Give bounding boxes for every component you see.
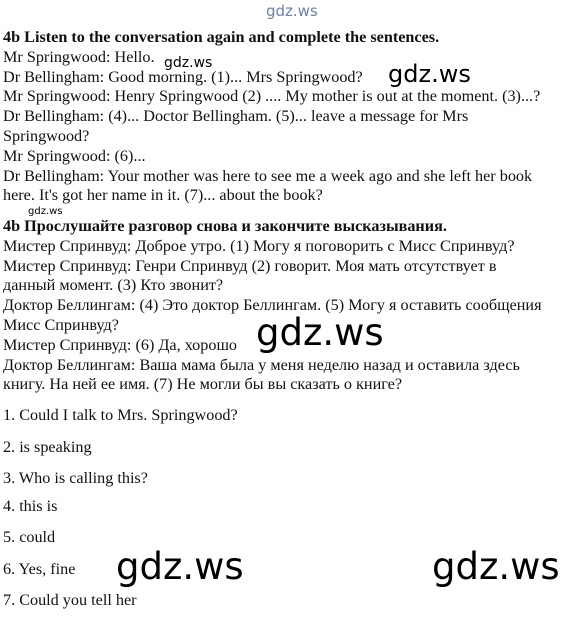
exercise-en: [3, 28, 579, 206]
watermark-top: gdz.ws: [266, 2, 318, 20]
watermark-bottom-right: gdz.ws: [432, 545, 560, 588]
watermark-big: gdz.ws: [388, 60, 471, 88]
exercise-en-heading: 4b Listen to the conversation again and complete the sentences.: [3, 28, 440, 46]
dialogue-line: Доктор Беллингам: (4) Это доктор Беллингам. (5) Могу я оставить сообщения: [3, 296, 542, 315]
answer-item: 5. could: [3, 528, 56, 546]
exercise-ru-heading: 4b Прослушайте разговор снова и закончите высказывания.: [3, 217, 447, 235]
answer-item: 1. Could I talk to Mrs. Springwood?: [3, 406, 238, 424]
dialogue-line: Mr Springwood: Henry Springwood (2) .... My mother is out at the moment. (3)...?: [3, 87, 541, 106]
dialogue-line: Dr Bellingham: (4)... Doctor Bellingham. (5)... leave a message for Mrs: [3, 107, 469, 126]
dialogue-line: Доктор Беллингам: Ваша мама была у меня неделю назад и оставила здесь: [3, 355, 520, 374]
watermark-bottom-left: gdz.ws: [116, 545, 244, 588]
answer-item: 3. Who is calling this?: [3, 469, 148, 487]
watermark-center: gdz.ws: [256, 311, 384, 354]
dialogue-line: Мистер Спринвуд: Генри Спринвуд (2) говорит. Моя мать отсутствует в: [3, 256, 497, 275]
dialogue-line: Мистер Спринвуд: Доброе утро. (1) Могу я поговорить с Мисс Спринвуд?: [3, 236, 515, 255]
answer-item: 6. Yes, fine: [3, 560, 76, 578]
answer-item: 2. is speaking: [3, 438, 92, 456]
dialogue-line: Мисс Спринвуд?: [3, 315, 119, 334]
dialogue-line: Mr Springwood: Hello.: [3, 47, 155, 66]
watermark-tiny: gdz.ws: [28, 206, 63, 217]
answer-item: 4. this is: [3, 497, 58, 515]
dialogue-line: Dr Bellingham: Your mother was here to see me a week ago and she left her book: [3, 166, 533, 185]
answer-item: 7. Could you tell her: [3, 591, 137, 609]
dialogue-line: Springwood?: [3, 126, 90, 145]
dialogue-line: here. It's got her name in it. (7)... about the book?: [3, 186, 323, 205]
dialogue-line: книгу. На ней ее имя. (7) Не могли бы вы сказать о книге?: [3, 375, 403, 394]
watermark-small: gdz.ws: [164, 55, 213, 71]
exercise-ru: [3, 217, 579, 395]
dialogue-line: Мистер Спринвуд: (6) Да, хорошо: [3, 335, 238, 354]
dialogue-line: Mr Springwood: (6)...: [3, 146, 146, 165]
dialogue-line: данный момент. (3) Кто звонит?: [3, 276, 224, 295]
dialogue-line: Dr Bellingham: Good morning. (1)... Mrs Springwood?: [3, 67, 363, 86]
